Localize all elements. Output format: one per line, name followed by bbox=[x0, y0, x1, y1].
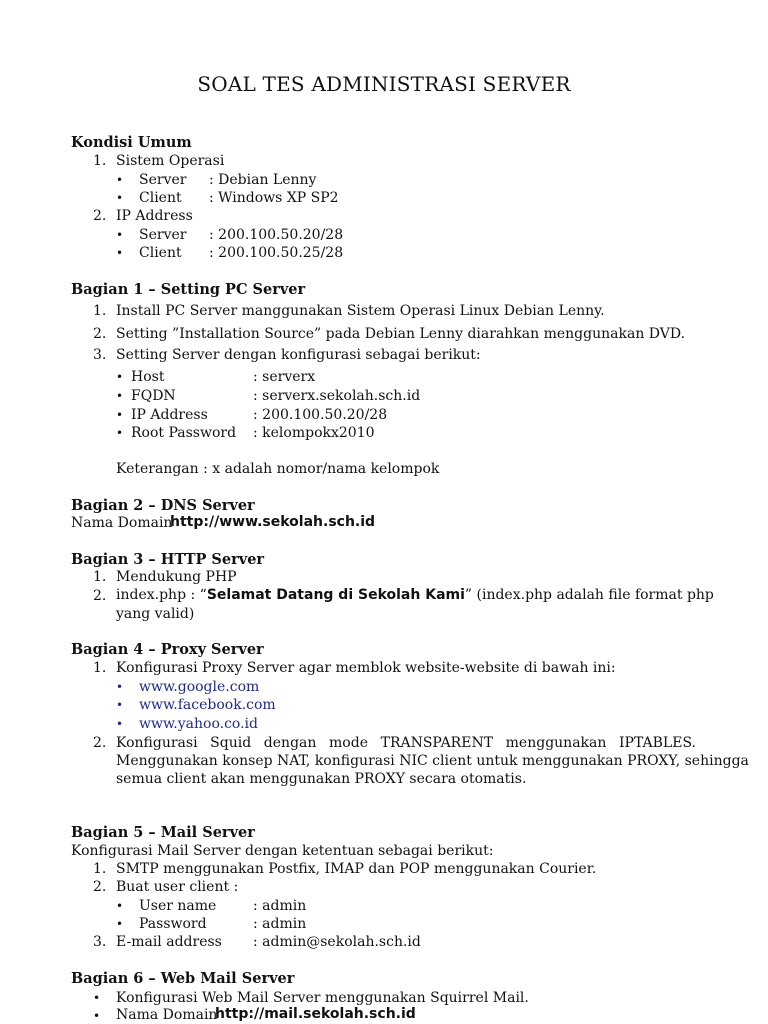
list-number: 1. bbox=[93, 153, 107, 169]
index-prefix: index.php : “ bbox=[116, 587, 207, 603]
list-number: 1. bbox=[93, 569, 107, 585]
list-item: Konfigurasi Squid dengan mode TRANSPARENT menggunakan IPTABLES. bbox=[116, 735, 696, 751]
list-item: IP Address bbox=[116, 208, 193, 224]
greeting-text: Selamat Datang di Sekolah Kami bbox=[206, 587, 465, 603]
list-number: 2. bbox=[93, 208, 107, 224]
value: : Windows XP SP2 bbox=[209, 190, 339, 206]
value: : kelompokx2010 bbox=[253, 425, 375, 441]
bullet-icon: • bbox=[93, 1009, 101, 1023]
label: FQDN bbox=[131, 388, 176, 404]
link-facebook[interactable]: www.facebook.com bbox=[139, 697, 276, 713]
domain-label: Nama Domain bbox=[116, 1007, 218, 1023]
value: : serverx.sekolah.sch.id bbox=[253, 388, 421, 404]
bullet-icon: • bbox=[116, 389, 124, 403]
bullet-icon: • bbox=[93, 991, 101, 1005]
label: Server bbox=[139, 227, 187, 243]
page-title: SOAL TES ADMINISTRASI SERVER bbox=[197, 72, 571, 96]
section-heading-bagian-4: Bagian 4 – Proxy Server bbox=[71, 641, 264, 658]
bullet-icon: • bbox=[116, 899, 124, 913]
value: : 200.100.50.25/28 bbox=[209, 245, 344, 261]
bullet-icon: • bbox=[116, 717, 124, 731]
list-number: 2. bbox=[93, 326, 107, 342]
note: Keterangan : x adalah nomor/nama kelompok bbox=[116, 461, 440, 477]
label: User name bbox=[139, 898, 217, 914]
list-item: SMTP menggunakan Postfix, IMAP dan POP menggunakan Courier. bbox=[116, 861, 597, 877]
list-item: Buat user client : bbox=[116, 879, 239, 895]
label: Client bbox=[139, 190, 182, 206]
value: : admin bbox=[253, 898, 307, 914]
value: : admin bbox=[253, 916, 307, 932]
domain-value: http://mail.sekolah.sch.id bbox=[215, 1006, 416, 1022]
label: E-mail address bbox=[116, 934, 222, 950]
domain-label: Nama Domain bbox=[71, 515, 173, 531]
bullet-icon: • bbox=[116, 408, 124, 422]
list-number: 2. bbox=[93, 879, 107, 895]
section-heading-bagian-2: Bagian 2 – DNS Server bbox=[71, 497, 255, 514]
index-suffix: ” (index.php adalah file format php bbox=[464, 587, 714, 603]
section-heading-bagian-5: Bagian 5 – Mail Server bbox=[71, 824, 255, 841]
list-number: 3. bbox=[93, 347, 107, 363]
bullet-icon: • bbox=[116, 698, 124, 712]
bullet-icon: • bbox=[116, 680, 124, 694]
list-item-continued: yang valid) bbox=[116, 606, 195, 622]
label: IP Address bbox=[131, 407, 208, 423]
list-item: Konfigurasi Web Mail Server menggunakan Squirrel Mail. bbox=[116, 990, 529, 1006]
list-number: 1. bbox=[93, 861, 107, 877]
list-item: Setting ”Installation Source” pada Debian Lenny diarahkan menggunakan DVD. bbox=[116, 326, 686, 342]
list-item-continued: semua client akan menggunakan PROXY secara otomatis. bbox=[116, 771, 527, 787]
section-heading-bagian-1: Bagian 1 – Setting PC Server bbox=[71, 281, 306, 298]
list-item bbox=[116, 587, 714, 603]
list-number: 1. bbox=[93, 660, 107, 676]
list-item: Konfigurasi Proxy Server agar memblok website-website di bawah ini: bbox=[116, 660, 616, 676]
bullet-icon: • bbox=[116, 370, 124, 384]
list-number: 2. bbox=[93, 588, 107, 604]
link-google[interactable]: www.google.com bbox=[139, 679, 260, 695]
label: Root Password bbox=[131, 425, 237, 441]
value: : serverx bbox=[253, 369, 316, 385]
intro-text: Konfigurasi Mail Server dengan ketentuan sebagai berikut: bbox=[71, 843, 494, 859]
value: : admin@sekolah.sch.id bbox=[253, 934, 421, 950]
value: : Debian Lenny bbox=[209, 172, 317, 188]
value: : 200.100.50.20/28 bbox=[209, 227, 344, 243]
bullet-icon: • bbox=[116, 917, 124, 931]
section-heading-bagian-6: Bagian 6 – Web Mail Server bbox=[71, 970, 295, 987]
list-item: Mendukung PHP bbox=[116, 569, 237, 585]
label: Server bbox=[139, 172, 187, 188]
bullet-icon: • bbox=[116, 246, 124, 260]
bullet-icon: • bbox=[116, 173, 124, 187]
list-item: Setting Server dengan konfigurasi sebagai berikut: bbox=[116, 347, 481, 363]
list-item-continued: Menggunakan konsep NAT, konfigurasi NIC client untuk menggunakan PROXY, sehingga bbox=[116, 753, 749, 769]
list-number: 1. bbox=[93, 303, 107, 319]
domain-value: http://www.sekolah.sch.id bbox=[170, 514, 376, 530]
section-heading-bagian-3: Bagian 3 – HTTP Server bbox=[71, 551, 265, 568]
label: Client bbox=[139, 245, 182, 261]
list-number: 3. bbox=[93, 934, 107, 950]
list-item: Sistem Operasi bbox=[116, 153, 225, 169]
bullet-icon: • bbox=[116, 228, 124, 242]
list-number: 2. bbox=[93, 735, 107, 751]
value: : 200.100.50.20/28 bbox=[253, 407, 388, 423]
label: Host bbox=[131, 369, 165, 385]
list-item: Install PC Server manggunakan Sistem Operasi Linux Debian Lenny. bbox=[116, 303, 605, 319]
label: Password bbox=[139, 916, 207, 932]
link-yahoo[interactable]: www.yahoo.co.id bbox=[139, 716, 258, 732]
bullet-icon: • bbox=[116, 426, 124, 440]
section-heading-kondisi: Kondisi Umum bbox=[71, 134, 192, 151]
bullet-icon: • bbox=[116, 191, 124, 205]
